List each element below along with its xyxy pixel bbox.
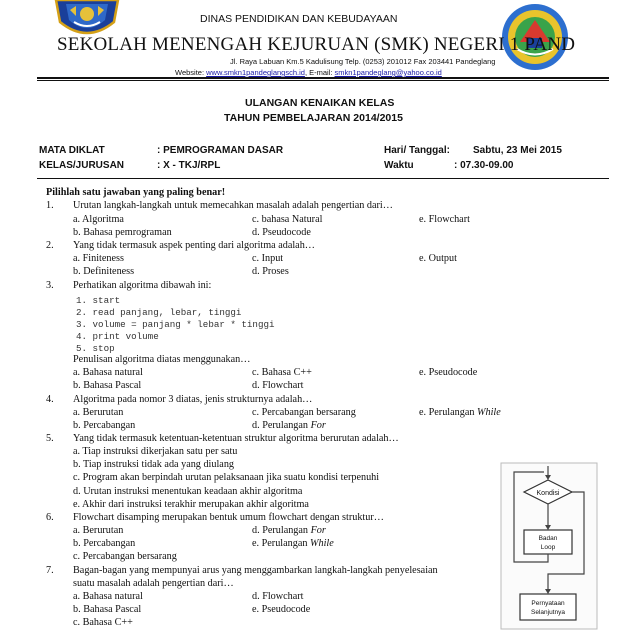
option-e-text: e. Perulangan	[419, 407, 477, 418]
option-e	[419, 407, 501, 418]
option-d: d. Flowchart	[252, 380, 304, 391]
option-e-italic: While	[477, 407, 501, 418]
option-d-italic: For	[310, 420, 326, 431]
option-e: e. Output	[419, 253, 457, 264]
option-b: b. Bahasa pemrograman	[73, 227, 172, 238]
class-value: : X - TKJ/RPL	[157, 160, 221, 171]
option-d: d. Proses	[252, 266, 289, 277]
header-rule-thick	[37, 77, 609, 79]
school-address: Jl. Raya Labuan Km.5 Kadulisung Telp. (0253) 201012 Fax 203441 Pandeglang	[230, 57, 496, 66]
option-a: a. Algoritma	[73, 214, 124, 225]
question-text-2: Penulisan algoritma diatas menggunakan…	[73, 354, 251, 365]
option-d-text: d. Perulangan	[252, 420, 311, 431]
website-label: Website:	[175, 68, 207, 77]
option-e-text: e. Perulangan	[252, 538, 310, 549]
option-b: b. Tiap instruksi tidak ada yang diulang	[73, 459, 235, 470]
option-d-text: d. Perulangan	[252, 525, 311, 536]
option-a: a. Bahasa natural	[73, 367, 143, 378]
code-line: 1. start	[76, 295, 121, 306]
option-c: c. Bahasa C++	[252, 367, 312, 378]
question-text-2: suatu masalah adalah pengertian dari…	[73, 578, 234, 589]
question-text: Algoritma pada nomor 3 diatas, jenis strukturnya adalah…	[73, 394, 313, 405]
option-b: b. Percabangan	[73, 420, 136, 431]
code-line: 2. read panjang, lebar, tinggi	[76, 307, 242, 318]
contact-line	[175, 68, 442, 77]
option-d	[252, 420, 326, 431]
option-d: d. Urutan instruksi menentukan keadaan akhir algoritma	[73, 486, 303, 497]
website-link[interactable]: www.smkn1pandeglangsch.id	[206, 68, 305, 77]
option-a: a. Finiteness	[73, 253, 124, 264]
next-statement-box	[520, 594, 576, 620]
question-number: 3.	[46, 280, 54, 291]
while-loop-flowchart	[500, 462, 598, 630]
next-statement-label-2: Selanjutnya	[531, 609, 565, 616]
code-line: 4. print volume	[76, 331, 159, 342]
question-text: Flowchart disamping merupakan bentuk umum flowchart dengan struktur…	[73, 512, 384, 523]
option-d-italic: For	[310, 525, 326, 536]
question-number: 1.	[46, 200, 54, 211]
option-a: a. Berurutan	[73, 407, 124, 418]
option-a: a. Berurutan	[73, 525, 124, 536]
question-text: Yang tidak termasuk aspek penting dari algoritma adalah…	[73, 240, 315, 251]
option-c: c. Bahasa C++	[73, 617, 133, 628]
exam-year: TAHUN PEMBELAJARAN 2014/2015	[224, 112, 403, 124]
question-text: Yang tidak termasuk ketentuan-ketentuan struktur algoritma berurutan adalah…	[73, 433, 399, 444]
question-number: 7.	[46, 565, 54, 576]
date-label: Hari/ Tanggal:	[384, 145, 450, 156]
option-c: c. bahasa Natural	[252, 214, 323, 225]
email-label: , E-mail:	[304, 68, 335, 77]
option-e: e. Flowchart	[419, 214, 470, 225]
question-text: Bagan-bagan yang mempunyai arus yang menggambarkan langkah-langkah penyelesaian	[73, 565, 438, 576]
option-d	[252, 525, 326, 536]
option-a: a. Bahasa natural	[73, 591, 143, 602]
email-link[interactable]: smkn1pandeglang@yahoo.co.id	[334, 68, 442, 77]
option-e: e. Pseudocode	[252, 604, 311, 615]
question-number: 2.	[46, 240, 54, 251]
instruction: Pilihlah satu jawaban yang paling benar!	[46, 187, 226, 198]
question-text: Urutan langkah-langkah untuk memecahkan masalah adalah pengertian dari…	[73, 200, 393, 211]
option-d: d. Flowchart	[252, 591, 304, 602]
option-c: c. Percabangan bersarang	[252, 407, 356, 418]
subject-label: MATA DIKLAT	[39, 145, 105, 156]
code-line: 5. stop	[76, 343, 115, 354]
subject-value: : PEMROGRAMAN DASAR	[157, 145, 284, 156]
option-b: b. Definiteness	[73, 266, 135, 277]
option-c: c. Program akan berpindah urutan pelaksanaan jika suatu kondisi terpenuhi	[73, 472, 380, 483]
department-name: DINAS PENDIDIKAN DAN KEBUDAYAAN	[200, 13, 398, 25]
time-value: : 07.30-09.00	[454, 160, 514, 171]
code-line: 3. volume = panjang * lebar * tinggi	[76, 319, 275, 330]
option-e: e. Pseudocode	[419, 367, 478, 378]
class-label: KELAS/JURUSAN	[39, 160, 125, 171]
next-statement-label-1: Pernyataan	[531, 600, 565, 607]
question-number: 5.	[46, 433, 54, 444]
option-e-italic: While	[310, 538, 334, 549]
question-text: Perhatikan algoritma dibawah ini:	[73, 280, 212, 291]
option-d: d. Pseudocode	[252, 227, 311, 238]
school-name: SEKOLAH MENENGAH KEJURUAN (SMK) NEGERI 1 PAND	[57, 34, 576, 55]
option-b: b. Percabangan	[73, 538, 136, 549]
option-b: b. Bahasa Pascal	[73, 604, 142, 615]
option-a: a. Tiap instruksi dikerjakan satu per satu	[73, 446, 238, 457]
condition-label: Kondisi	[536, 490, 560, 497]
option-b: b. Bahasa Pascal	[73, 380, 142, 391]
question-number: 6.	[46, 512, 54, 523]
option-e: e. Akhir dari instruksi terakhir merupakan akhir algoritma	[73, 499, 309, 510]
question-number: 4.	[46, 394, 54, 405]
option-e	[252, 538, 334, 549]
option-c: c. Percabangan bersarang	[73, 551, 177, 562]
option-c: c. Input	[252, 253, 284, 264]
info-rule	[37, 178, 609, 179]
exam-title: ULANGAN KENAIKAN KELAS	[245, 97, 395, 109]
loop-body-label-2: Loop	[540, 544, 556, 551]
date-value: Sabtu, 23 Mei 2015	[473, 145, 562, 156]
header-rule-thin	[37, 80, 609, 81]
time-label: Waktu	[384, 160, 414, 171]
loop-body-label-1: Badan	[538, 535, 558, 542]
